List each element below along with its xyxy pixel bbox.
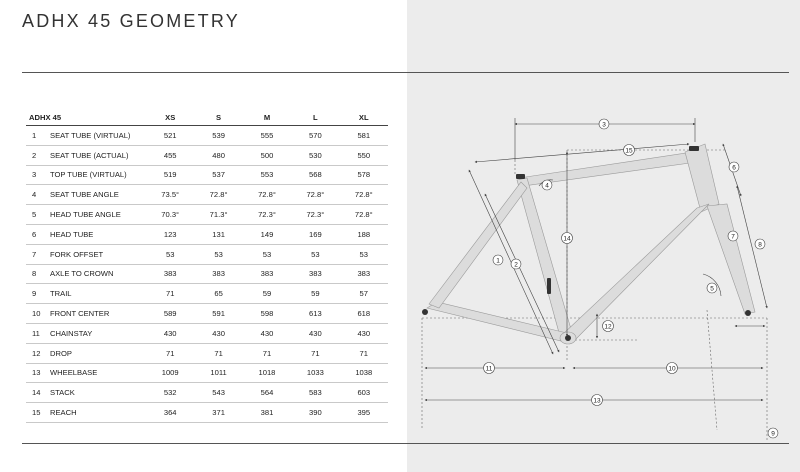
- measurement-value: 71.3°: [194, 205, 242, 225]
- measurement-value: 537: [194, 165, 242, 185]
- callout-1: [493, 255, 503, 265]
- measurement-value: 1011: [194, 363, 242, 383]
- svg-text:7: 7: [731, 233, 735, 241]
- svg-text:2: 2: [514, 261, 518, 269]
- callout-4: [542, 180, 552, 190]
- measurement-value: 519: [146, 165, 194, 185]
- measurement-value: 598: [243, 304, 291, 324]
- measurement-value: 53: [146, 244, 194, 264]
- measurement-value: 72.3°: [243, 205, 291, 225]
- svg-text:13: 13: [593, 397, 601, 405]
- measurement-name: DROP: [50, 343, 146, 363]
- table-row: [26, 185, 388, 205]
- measurement-value: 455: [146, 145, 194, 165]
- svg-text:10: 10: [668, 365, 676, 373]
- callout-15: [624, 145, 635, 156]
- measurement-name: HEAD TUBE: [50, 224, 146, 244]
- measurement-value: 395: [340, 403, 388, 423]
- model-header: ADHX 45: [26, 109, 146, 126]
- measurement-value: 521: [146, 126, 194, 146]
- measurement-value: 383: [340, 264, 388, 284]
- callout-5: [707, 283, 717, 293]
- measurement-value: 583: [291, 383, 339, 403]
- measurement-value: 543: [194, 383, 242, 403]
- table-row: [26, 403, 388, 423]
- measurement-value: 532: [146, 383, 194, 403]
- measurement-name: FORK OFFSET: [50, 244, 146, 264]
- table-header-row: [26, 109, 388, 126]
- row-number: 7: [26, 244, 50, 264]
- svg-text:14: 14: [563, 235, 571, 243]
- table-row: [26, 264, 388, 284]
- measurement-value: 613: [291, 304, 339, 324]
- row-number: 1: [26, 126, 50, 146]
- measurement-name: SEAT TUBE ANGLE: [50, 185, 146, 205]
- measurement-value: 564: [243, 383, 291, 403]
- measurement-value: 500: [243, 145, 291, 165]
- table-row: [26, 343, 388, 363]
- row-number: 3: [26, 165, 50, 185]
- measurement-value: 53: [291, 244, 339, 264]
- measurement-value: 123: [146, 224, 194, 244]
- measurement-name: STACK: [50, 383, 146, 403]
- measurement-name: REACH: [50, 403, 146, 423]
- svg-text:9: 9: [771, 430, 775, 438]
- row-number: 13: [26, 363, 50, 383]
- measurement-value: 553: [243, 165, 291, 185]
- measurement-value: 383: [243, 264, 291, 284]
- measurement-value: 71: [340, 343, 388, 363]
- callout-6: [729, 162, 739, 172]
- bottom-divider: [22, 443, 789, 444]
- callout-12: [603, 321, 614, 332]
- measurement-value: 530: [291, 145, 339, 165]
- measurement-value: 430: [243, 323, 291, 343]
- measurement-value: 568: [291, 165, 339, 185]
- row-number: 14: [26, 383, 50, 403]
- measurement-value: 71: [146, 343, 194, 363]
- measurement-value: 383: [194, 264, 242, 284]
- table-row: [26, 126, 388, 146]
- callout-2: [511, 259, 521, 269]
- measurement-name: FRONT CENTER: [50, 304, 146, 324]
- geometry-table: [26, 109, 388, 423]
- row-number: 6: [26, 224, 50, 244]
- svg-text:12: 12: [604, 323, 612, 331]
- measurement-value: 70.3°: [146, 205, 194, 225]
- measurement-value: 71: [243, 343, 291, 363]
- measurement-name: HEAD TUBE ANGLE: [50, 205, 146, 225]
- measurement-value: 570: [291, 126, 339, 146]
- table-row: [26, 383, 388, 403]
- bike-frame: [427, 144, 755, 344]
- measurement-value: 430: [340, 323, 388, 343]
- callout-7: [728, 231, 738, 241]
- measurement-value: 371: [194, 403, 242, 423]
- measurement-value: 430: [146, 323, 194, 343]
- frame-geometry-diagram: [407, 100, 800, 445]
- measurement-value: 53: [340, 244, 388, 264]
- row-number: 10: [26, 304, 50, 324]
- measurement-value: 188: [340, 224, 388, 244]
- row-number: 9: [26, 284, 50, 304]
- measurement-value: 1033: [291, 363, 339, 383]
- measurement-name: SEAT TUBE (VIRTUAL): [50, 126, 146, 146]
- measurement-value: 390: [291, 403, 339, 423]
- measurement-value: 589: [146, 304, 194, 324]
- callout-3: [599, 119, 609, 129]
- top-divider: [22, 72, 789, 73]
- measurement-value: 72.8°: [194, 185, 242, 205]
- measurement-name: SEAT TUBE (ACTUAL): [50, 145, 146, 165]
- callout-10: [667, 363, 678, 374]
- measurement-name: AXLE TO CROWN: [50, 264, 146, 284]
- row-number: 5: [26, 205, 50, 225]
- page-title: ADHX 45 GEOMETRY: [22, 11, 240, 31]
- svg-text:1: 1: [496, 257, 500, 265]
- measurement-value: 578: [340, 165, 388, 185]
- table-row: [26, 205, 388, 225]
- row-number: 8: [26, 264, 50, 284]
- size-header-m: M: [243, 109, 291, 126]
- measurement-value: 72.8°: [243, 185, 291, 205]
- measurement-value: 383: [291, 264, 339, 284]
- measurement-value: 72.8°: [291, 185, 339, 205]
- measurement-value: 1009: [146, 363, 194, 383]
- svg-text:15: 15: [625, 147, 633, 155]
- measurement-name: CHAINSTAY: [50, 323, 146, 343]
- measurement-value: 555: [243, 126, 291, 146]
- size-header-l: L: [291, 109, 339, 126]
- svg-text:8: 8: [758, 241, 762, 249]
- measurement-value: 72.3°: [291, 205, 339, 225]
- measurement-value: 72.8°: [340, 205, 388, 225]
- measurement-value: 57: [340, 284, 388, 304]
- measurement-value: 71: [194, 343, 242, 363]
- row-number: 15: [26, 403, 50, 423]
- size-header-s: S: [194, 109, 242, 126]
- row-number: 4: [26, 185, 50, 205]
- measurement-value: 65: [194, 284, 242, 304]
- measurement-value: 169: [291, 224, 339, 244]
- measurement-value: 430: [194, 323, 242, 343]
- table-row: [26, 145, 388, 165]
- measurement-value: 1018: [243, 363, 291, 383]
- row-number: 2: [26, 145, 50, 165]
- measurement-name: WHEELBASE: [50, 363, 146, 383]
- table-row: [26, 304, 388, 324]
- measurement-value: 72.8°: [340, 185, 388, 205]
- measurement-value: 550: [340, 145, 388, 165]
- callout-14: [562, 233, 573, 244]
- table-row: [26, 284, 388, 304]
- callout-11: [484, 363, 495, 374]
- measurement-value: 53: [194, 244, 242, 264]
- measurement-value: 131: [194, 224, 242, 244]
- measurement-value: 618: [340, 304, 388, 324]
- callout-13: [592, 395, 603, 406]
- row-number: 11: [26, 323, 50, 343]
- measurement-value: 73.5°: [146, 185, 194, 205]
- measurement-value: 149: [243, 224, 291, 244]
- measurement-value: 581: [340, 126, 388, 146]
- measurement-value: 59: [243, 284, 291, 304]
- svg-text:11: 11: [485, 365, 493, 373]
- measurement-value: 539: [194, 126, 242, 146]
- table-row: [26, 323, 388, 343]
- measurement-value: 381: [243, 403, 291, 423]
- svg-text:3: 3: [602, 121, 606, 129]
- measurement-value: 71: [146, 284, 194, 304]
- svg-text:4: 4: [545, 182, 549, 190]
- dimension-lines: [425, 118, 767, 400]
- measurement-name: TRAIL: [50, 284, 146, 304]
- measurement-value: 383: [146, 264, 194, 284]
- measurement-value: 603: [340, 383, 388, 403]
- size-header-xs: XS: [146, 109, 194, 126]
- measurement-value: 59: [291, 284, 339, 304]
- measurement-value: 53: [243, 244, 291, 264]
- measurement-value: 480: [194, 145, 242, 165]
- row-number: 12: [26, 343, 50, 363]
- measurement-value: 1038: [340, 363, 388, 383]
- size-header-xl: XL: [340, 109, 388, 126]
- measurement-value: 71: [291, 343, 339, 363]
- table-row: [26, 244, 388, 264]
- table-row: [26, 224, 388, 244]
- table-row: [26, 165, 388, 185]
- callout-9: [768, 428, 778, 438]
- measurement-value: 430: [291, 323, 339, 343]
- callout-8: [755, 239, 765, 249]
- table-row: [26, 363, 388, 383]
- measurement-value: 364: [146, 403, 194, 423]
- measurement-name: TOP TUBE (VIRTUAL): [50, 165, 146, 185]
- svg-text:6: 6: [732, 164, 736, 172]
- measurement-value: 591: [194, 304, 242, 324]
- svg-text:5: 5: [710, 285, 714, 293]
